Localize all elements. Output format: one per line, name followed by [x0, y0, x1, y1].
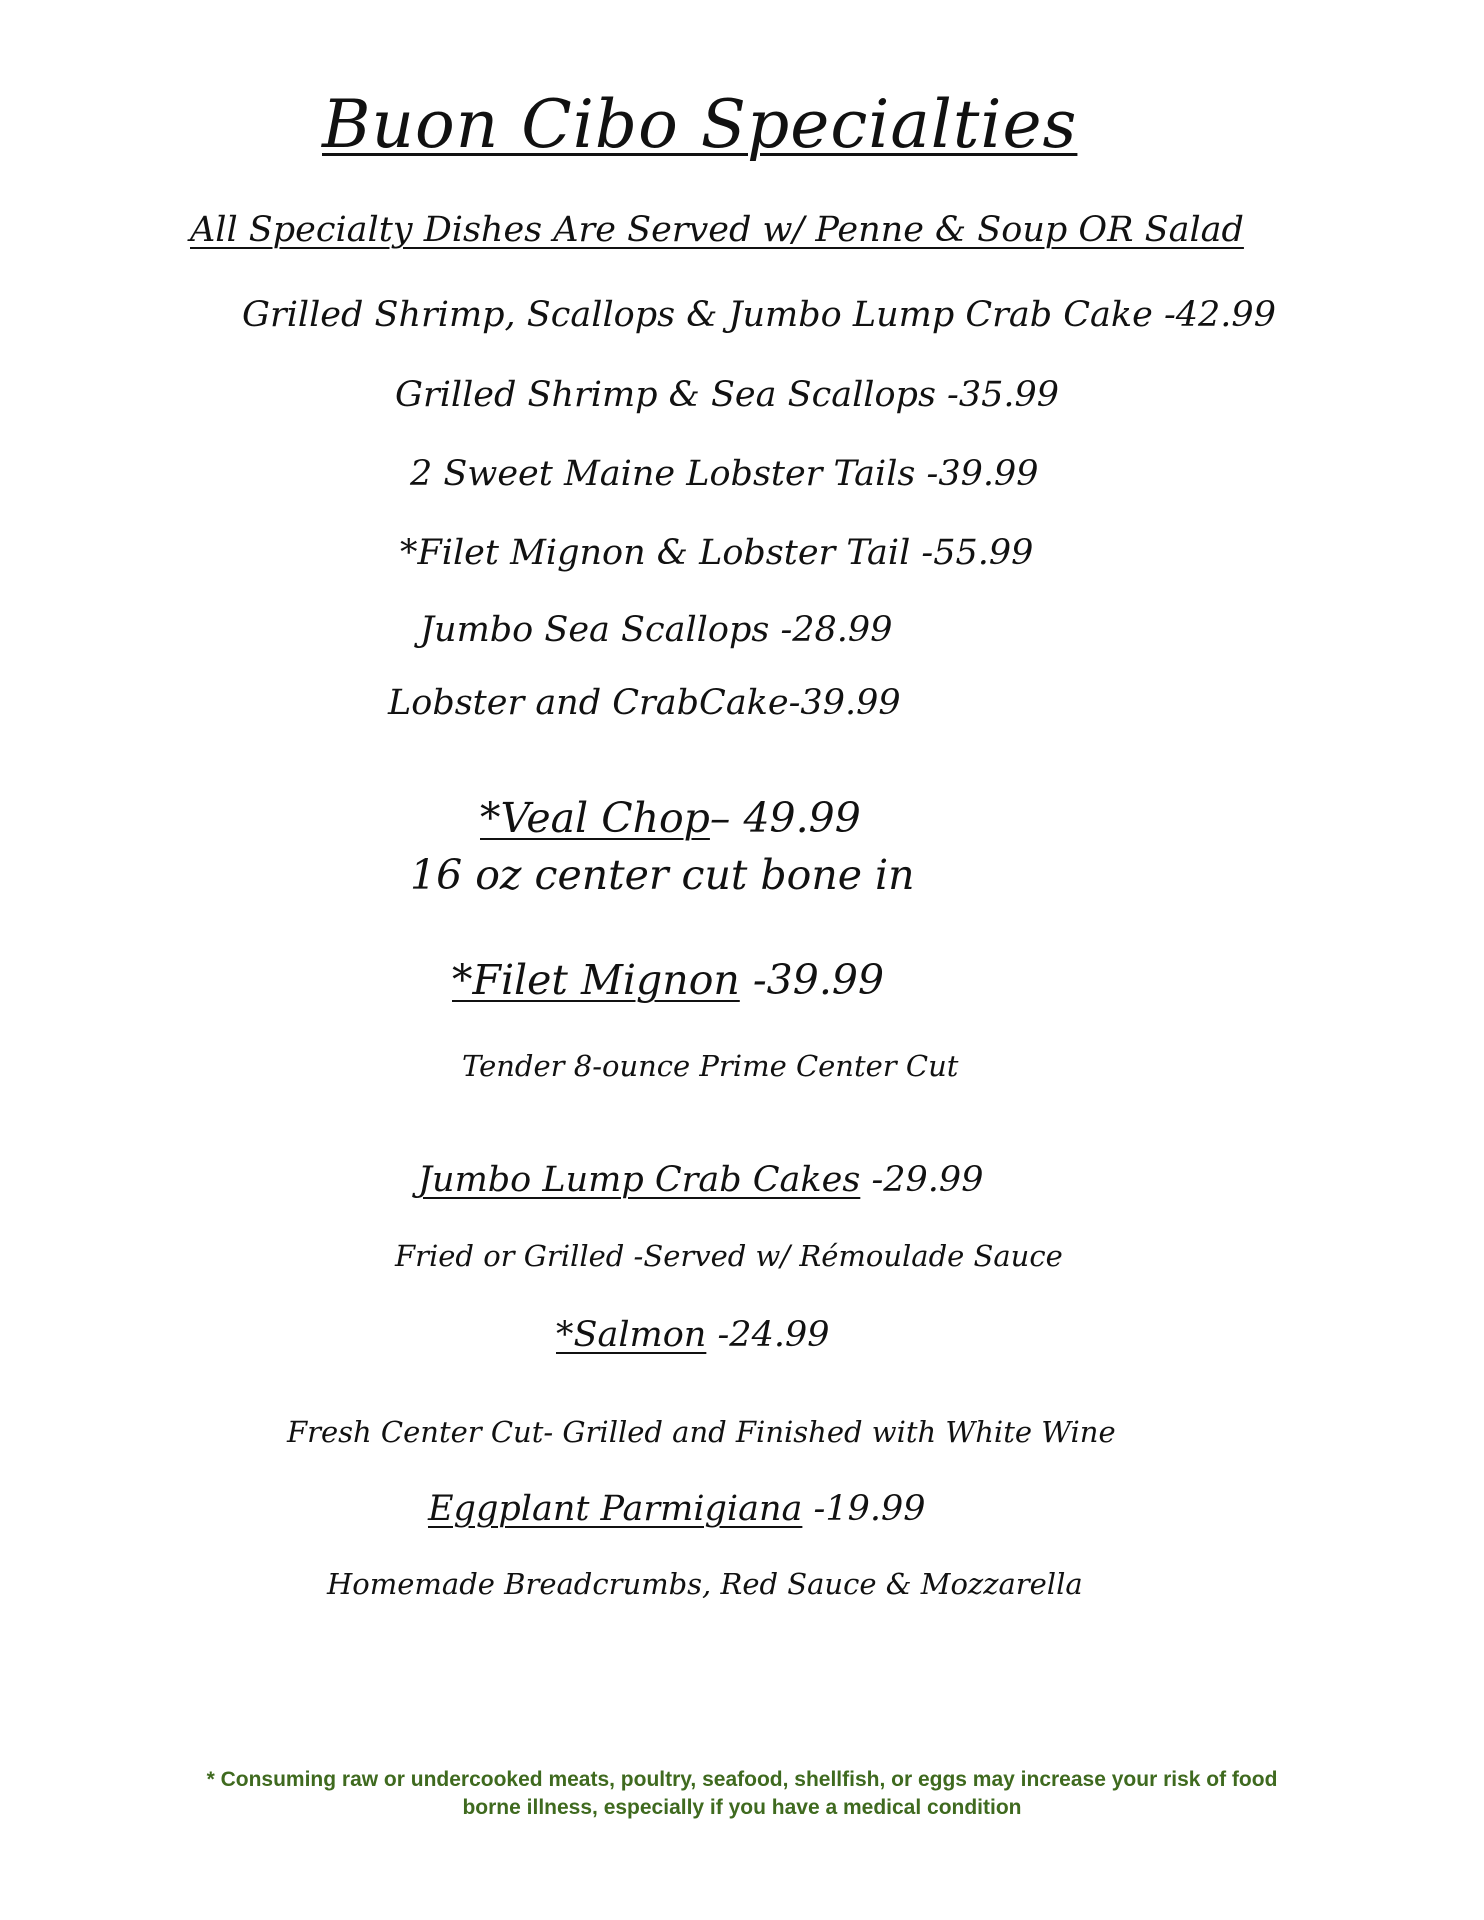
crab-cakes-line [418, 1160, 984, 1200]
combo-item: Jumbo Sea Scallops -28.99 [420, 610, 893, 650]
combo-item: 2 Sweet Maine Lobster Tails -39.99 [410, 454, 1039, 494]
salmon-name: *Salmon [556, 1315, 707, 1355]
menu-title: Buon Cibo Specialties [322, 86, 1078, 163]
disclaimer-line-1: * Consuming raw or undercooked meats, poultry, seafood, shellfish, or eggs may increase your risk of food [206, 1768, 1278, 1791]
filet-mignon-line [452, 956, 885, 1004]
eggplant-description: Homemade Breadcrumbs, Red Sauce & Mozzarella [327, 1567, 1083, 1601]
combo-item: Grilled Shrimp & Sea Scallops -35.99 [395, 375, 1060, 415]
salmon-description: Fresh Center Cut- Grilled and Finished with White Wine [287, 1415, 1116, 1449]
combo-item: *Filet Mignon & Lobster Tail -55.99 [400, 533, 1034, 573]
crab-cakes-name: Jumbo Lump Crab Cakes [418, 1160, 861, 1200]
filet-mignon-description: Tender 8-ounce Prime Center Cut [462, 1049, 959, 1083]
veal-chop-line [480, 794, 861, 842]
filet-mignon-price: -39.99 [739, 956, 885, 1004]
salmon-line [556, 1315, 830, 1355]
food-safety-disclaimer [100, 1766, 1384, 1822]
crab-cakes-description: Fried or Grilled -Served w/ Rémoulade Sauce [395, 1239, 1063, 1273]
eggplant-line [428, 1489, 926, 1529]
filet-mignon-name: *Filet Mignon [452, 956, 740, 1004]
veal-chop-name: *Veal Chop [480, 794, 710, 842]
veal-chop-price: – 49.99 [709, 794, 861, 842]
combo-item: Lobster and CrabCake-39.99 [388, 683, 901, 723]
eggplant-name: Eggplant Parmigiana [428, 1489, 803, 1529]
eggplant-price: -19.99 [802, 1489, 926, 1529]
disclaimer-line-2: borne illness, especially if you have a medical condition [462, 1796, 1022, 1819]
crab-cakes-price: -29.99 [860, 1160, 984, 1200]
menu-subtitle: All Specialty Dishes Are Served w/ Penne & Soup OR Salad [190, 210, 1244, 250]
salmon-price: -24.99 [706, 1315, 830, 1355]
combo-item: Grilled Shrimp, Scallops & Jumbo Lump Crab Cake -42.99 [242, 295, 1276, 335]
veal-chop-description: 16 oz center cut bone in [410, 851, 915, 899]
